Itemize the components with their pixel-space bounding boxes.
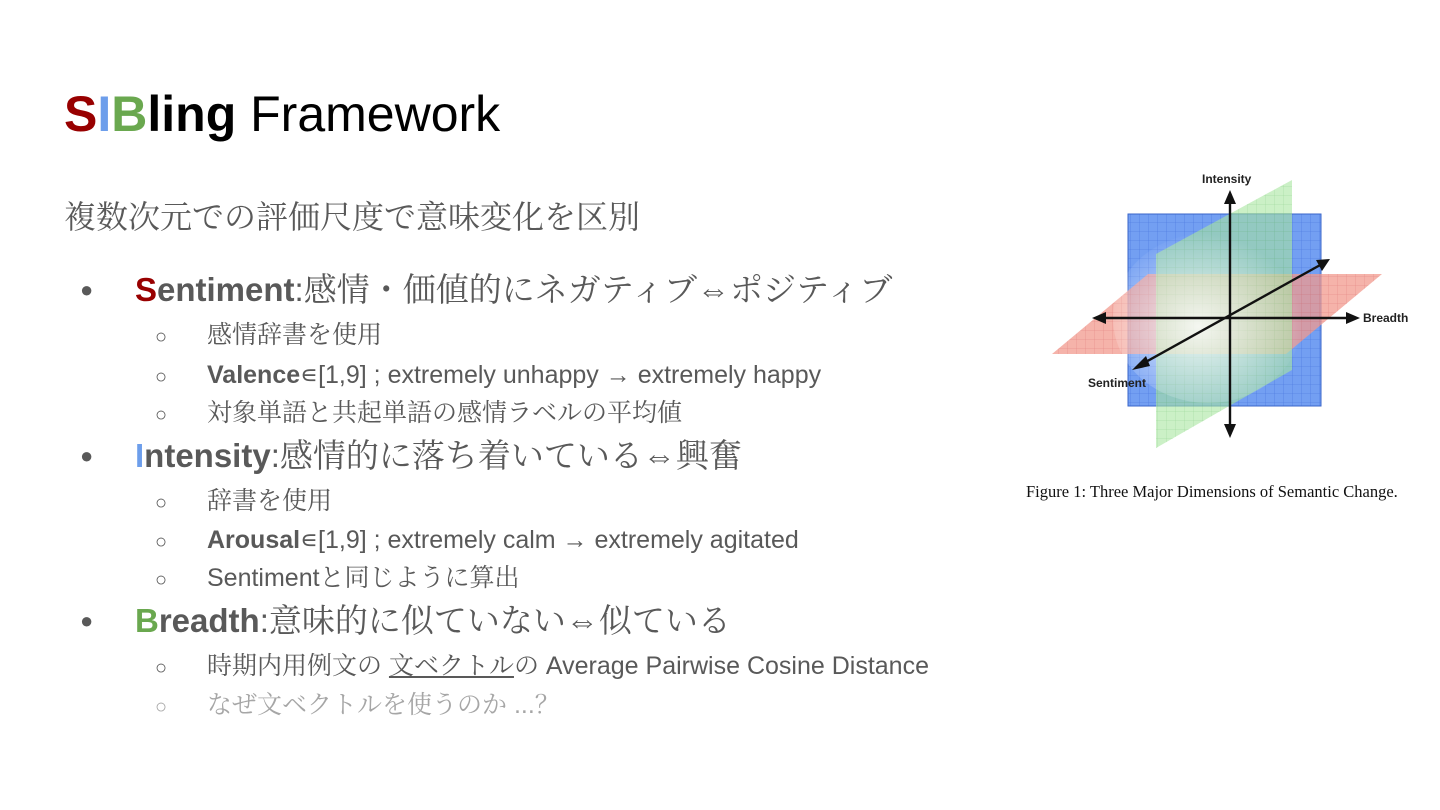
title-ling: ling	[147, 86, 237, 142]
sub-text-pre: 時期内用例文の	[207, 652, 389, 680]
title-letter-b: B	[111, 86, 148, 142]
bullet-dot: ●	[80, 277, 94, 302]
intensity-sub-2	[155, 524, 799, 558]
bullet-dot: ●	[80, 443, 94, 468]
sub-text: ∊[1,9] ; extremely unhappy → extremely happy	[300, 361, 822, 389]
bullet-intensity	[80, 436, 742, 476]
sentiment-name: entiment	[157, 271, 295, 308]
bullet-circle: ○	[155, 366, 168, 388]
sub-text: 対象単語と共起単語の感情ラベルの平均値	[207, 399, 683, 427]
sub-text-post: の Average Pairwise Cosine Distance	[513, 652, 929, 680]
semantic-dimensions-figure	[1040, 168, 1420, 458]
bullet-circle: ○	[155, 326, 168, 348]
slide-subtitle: 複数次元での評価尺度で意味変化を区別	[64, 199, 641, 235]
sub-text: Sentimentと同じように算出	[207, 564, 520, 592]
sub-text: 辞書を使用	[207, 487, 333, 515]
bullet-breadth	[80, 601, 731, 641]
bullet-circle: ○	[155, 696, 168, 718]
bullet-dot: ●	[80, 608, 94, 633]
breadth-sub-2	[155, 689, 560, 723]
bullet-circle: ○	[155, 531, 168, 553]
axis-label-breadth: Breadth	[1363, 311, 1409, 325]
bullet-circle: ○	[155, 492, 168, 514]
sentiment-sub-2	[155, 359, 821, 393]
bullet-sentiment	[80, 270, 892, 310]
sentiment-sub-3	[155, 397, 682, 431]
intensity-sub-3	[155, 562, 520, 596]
breadth-desc: :意味的に似ていない⇔似ている	[259, 602, 731, 639]
axis-label-sentiment: Sentiment	[1088, 376, 1147, 390]
slide-title	[64, 84, 500, 144]
sub-text: なぜ文ベクトルを使うのか ...？	[207, 691, 560, 719]
sentiment-sub-1	[155, 319, 382, 353]
sub-text: 感情辞書を使用	[207, 321, 383, 349]
breadth-name: readth	[158, 602, 260, 639]
arousal-label: Arousal	[207, 526, 301, 554]
intensity-initial: I	[135, 437, 145, 474]
intensity-desc: :感情的に落ち着いている⇔興奮	[270, 437, 742, 474]
sub-text: ∊[1,9] ; extremely calm → extremely agitated	[300, 526, 799, 554]
title-rest: Framework	[236, 86, 501, 142]
sentence-vector-underlined: 文ベクトル	[388, 652, 514, 680]
breadth-initial: B	[135, 602, 159, 639]
axis-label-intensity: Intensity	[1202, 172, 1252, 186]
bullet-circle: ○	[155, 569, 168, 591]
sentiment-desc: :感情・価値的にネガティブ⇔ポジティブ	[294, 271, 893, 308]
figure-caption: Figure 1: Three Major Dimensions of Semantic Change.	[1026, 482, 1398, 501]
title-letter-i: I	[97, 86, 112, 142]
breadth-sub-1	[155, 650, 929, 684]
title-letter-s: S	[64, 86, 98, 142]
bullet-circle: ○	[155, 657, 168, 679]
valence-label: Valence	[207, 361, 301, 389]
intensity-name: ntensity	[144, 437, 271, 474]
bullet-circle: ○	[155, 404, 168, 426]
sentiment-initial: S	[135, 271, 158, 308]
intensity-sub-1	[155, 485, 332, 519]
